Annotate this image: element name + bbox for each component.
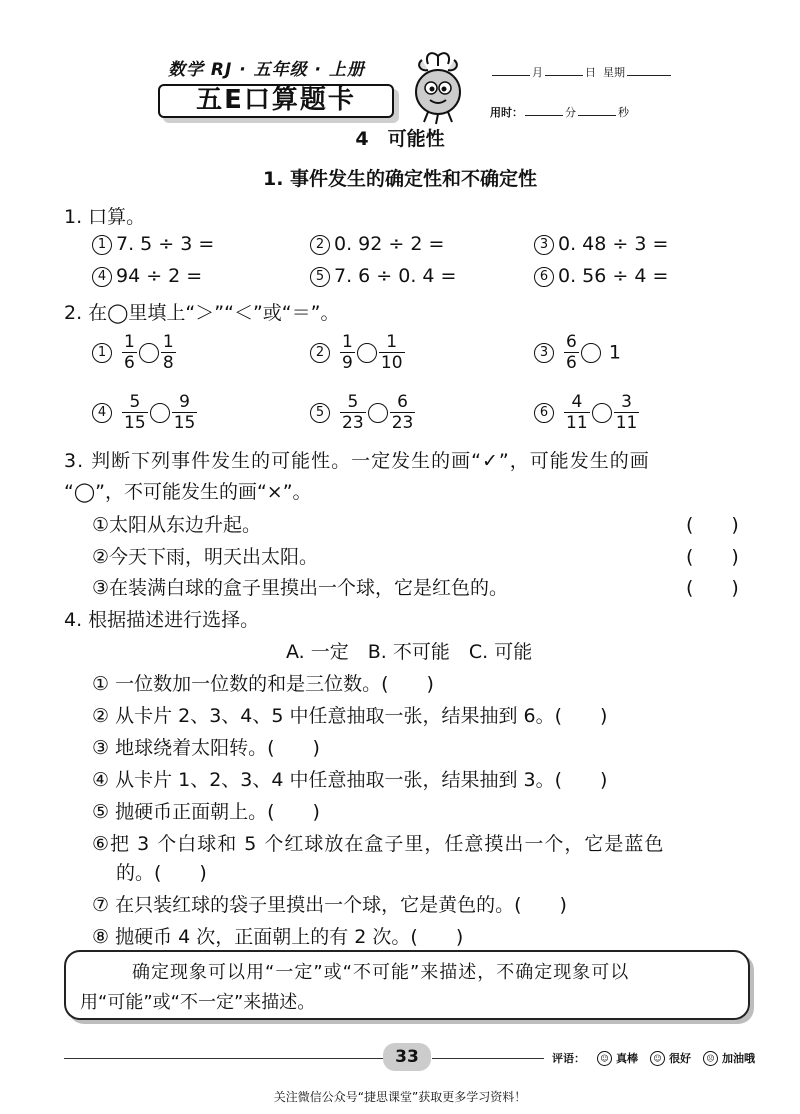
second-label: 秒: [618, 106, 629, 119]
q2-item: 5 $\frac{5}{23}$ $\frac{6}{23}$: [310, 392, 415, 433]
q4-item[interactable]: ② 从卡片 2、3、4、5 中任意抽取一张，结果抽到 6。( ): [92, 705, 608, 727]
tip-line1: 确定现象可以用“一定”或“不可能”来描述，不确定现象可以: [132, 962, 630, 983]
q1-item[interactable]: 1 7. 5 ÷ 3 =: [92, 233, 214, 255]
q2-item: 1 $\frac{1}{6}$ $\frac{1}{8}$: [92, 332, 176, 373]
fraction: $\frac{5}{23}$: [342, 392, 364, 433]
fraction: $\frac{4}{11}$: [566, 392, 588, 433]
footer-divider-left: [64, 1058, 384, 1059]
subject-label: 数学 RJ · 五年级 · 上册: [168, 60, 365, 80]
compare-circle[interactable]: [139, 343, 159, 363]
weekday-label: 星期: [603, 66, 625, 79]
month-label: 月: [532, 66, 543, 79]
fraction: $\frac{6}{6}$: [566, 332, 577, 373]
rating-bar: [552, 1050, 755, 1066]
q4-item[interactable]: ⑧ 抛硬币 4 次，正面朝上的有 2 次。( ): [92, 926, 464, 948]
q3-item: ②今天下雨，明天出太阳。: [92, 546, 319, 568]
unit-title: 4 可能性: [355, 128, 445, 150]
q3-title-line2: “◯”，不可能发生的画“×”。: [64, 481, 312, 503]
compare-circle[interactable]: [581, 343, 601, 363]
compare-circle[interactable]: [357, 343, 377, 363]
q4-item[interactable]: ④ 从卡片 1、2、3、4 中任意抽取一张，结果抽到 3。( ): [92, 769, 608, 791]
q1-item[interactable]: 2 0. 92 ÷ 2 =: [310, 233, 444, 255]
weekday-blank[interactable]: [627, 65, 671, 76]
date-line: [490, 64, 673, 80]
tip-box: [64, 950, 750, 1020]
fraction: $\frac{1}{10}$: [380, 332, 403, 373]
q4-item[interactable]: ⑦ 在只装红球的袋子里摸出一个球，它是黄色的。( ): [92, 894, 567, 916]
fraction: $\frac{1}{8}$: [162, 332, 174, 373]
footer-divider-right: [432, 1058, 544, 1059]
month-blank[interactable]: [492, 65, 530, 76]
answer-paren[interactable]: ( ): [686, 577, 739, 599]
q1-item[interactable]: 6 0. 56 ÷ 4 =: [534, 265, 668, 287]
minute-blank[interactable]: [525, 105, 563, 116]
footer-notice: 关注微信公众号“捷思课堂”获取更多学习资料！: [273, 1090, 527, 1104]
q3-item: ③在装满白球的盒子里摸出一个球，它是红色的。: [92, 577, 509, 599]
q1-item[interactable]: 3 0. 48 ÷ 3 =: [534, 233, 668, 255]
answer-paren[interactable]: ( ): [686, 514, 739, 536]
radish-mascot-icon: [398, 50, 478, 130]
tip-line2: 用“可能”或“不一定”来描述。: [80, 992, 316, 1013]
fraction: $\frac{1}{6}$: [124, 332, 135, 373]
day-label: 日: [585, 66, 596, 79]
q2-item: 4 $\frac{5}{15}$ $\frac{9}{15}$: [92, 392, 197, 433]
q4-item[interactable]: ⑥把 3 个白球和 5 个红球放在盒子里，任意摸出一个，它是蓝色: [92, 833, 665, 855]
q4-item[interactable]: ⑤ 抛硬币正面朝上。( ): [92, 801, 320, 823]
page-number: 33: [383, 1043, 431, 1071]
q2-item: 6 $\frac{4}{11}$ $\frac{3}{11}$: [534, 392, 639, 433]
answer-paren[interactable]: ( ): [686, 546, 739, 568]
fraction: $\frac{6}{23}$: [391, 392, 414, 433]
lesson-title: 1. 事件发生的确定性和不确定性: [262, 168, 538, 190]
q1-item[interactable]: 5 7. 6 ÷ 0. 4 =: [310, 265, 456, 287]
q1-title: 1. 口算。: [64, 206, 146, 228]
q4-item[interactable]: ③ 地球绕着太阳转。( ): [92, 737, 320, 759]
q4-options: A. 一定 B. 不可能 C. 可能: [286, 641, 533, 663]
rating-keep-going: 加油哦: [722, 1052, 755, 1065]
q2-item: 2 $\frac{1}{9}$ $\frac{1}{10}$: [310, 332, 405, 373]
smile-face-icon[interactable]: ☺: [597, 1051, 612, 1066]
fraction: $\frac{5}{15}$: [124, 392, 146, 433]
minute-label: 分: [565, 106, 576, 119]
rating-good: 很好: [669, 1052, 691, 1065]
q4-item[interactable]: ① 一位数加一位数的和是三位数。( ): [92, 673, 434, 695]
q1-item[interactable]: 4 94 ÷ 2 =: [92, 265, 202, 287]
cheer-face-icon[interactable]: ☹: [703, 1051, 718, 1066]
rating-label: 评语：: [552, 1052, 585, 1065]
q2-title: 2. 在◯里填上“＞”“＜”或“＝”。: [64, 302, 340, 324]
happy-face-icon[interactable]: ☺: [650, 1051, 665, 1066]
fraction: $\frac{1}{9}$: [342, 332, 353, 373]
q2-item: 3 $\frac{6}{6}$ 1: [534, 332, 621, 373]
q4-item-continued[interactable]: 的。( ): [116, 862, 207, 884]
second-blank[interactable]: [578, 105, 616, 116]
compare-circle[interactable]: [150, 403, 170, 423]
day-blank[interactable]: [545, 65, 583, 76]
q3-title-line1: 3. 判断下列事件发生的可能性。一定发生的画“✓”，可能发生的画: [64, 450, 650, 472]
compare-circle[interactable]: [368, 403, 388, 423]
compare-circle[interactable]: [592, 403, 612, 423]
whole-number: 1: [608, 341, 622, 364]
brand-title: 五E口算题卡: [158, 84, 394, 118]
fraction: $\frac{9}{15}$: [173, 392, 196, 433]
rating-great: 真棒: [616, 1052, 638, 1065]
time-line: [490, 104, 629, 120]
fraction: $\frac{3}{11}$: [615, 392, 638, 433]
time-label: 用时：: [490, 106, 523, 119]
q3-item: ①太阳从东边升起。: [92, 514, 262, 536]
q4-title: 4. 根据描述进行选择。: [64, 609, 260, 631]
